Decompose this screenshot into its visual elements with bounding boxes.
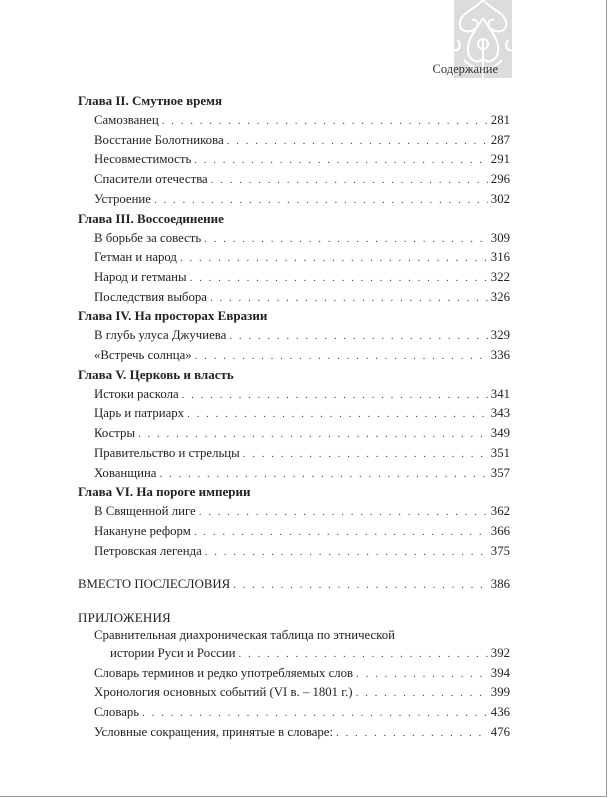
toc-entry[interactable]: Условные сокращения, принятые в словаре: . . . 476 — [78, 723, 510, 743]
chapter-block — [78, 366, 510, 484]
chapter-title: Глава V. Церковь и власть — [78, 366, 234, 382]
toc-entry[interactable]: Хованщина . . . 357 — [78, 464, 510, 484]
toc-entry[interactable]: Гетман и народ . . . 316 — [78, 248, 510, 268]
toc-entry[interactable]: Хронология основных событий (VI в. – 1801 г.) . . . 399 — [78, 683, 510, 703]
toc-entry[interactable]: Истоки раскола . . . 341 — [78, 385, 510, 405]
table-of-contents — [78, 92, 510, 743]
toc-entry[interactable]: В Священной лиге . . . 362 — [78, 502, 510, 522]
toc-entry[interactable]: Несовместимость . . . 291 — [78, 150, 510, 170]
chapter-block — [78, 307, 510, 365]
toc-entry[interactable]: В глубь улуса Джучиева . . . 329 — [78, 326, 510, 346]
toc-entry[interactable]: В борьбе за совесть . . . 309 — [78, 229, 510, 249]
toc-entry[interactable]: Накануне реформ . . . 366 — [78, 522, 510, 542]
toc-entry[interactable]: Самозванец . . . 281 — [78, 111, 510, 131]
toc-entry[interactable]: Царь и патриарх . . . 343 — [78, 404, 510, 424]
chapter-block — [78, 483, 510, 561]
toc-entry[interactable]: Словарь терминов и редко употребляемых слов . . . 394 — [78, 664, 510, 684]
toc-entry[interactable]: Восстание Болотникова . . . 287 — [78, 131, 510, 151]
toc-entry[interactable]: «Встречь солнца» . . . 336 — [78, 346, 510, 366]
chapter-block — [78, 210, 510, 308]
appendices-title: ПРИЛОЖЕНИЯ — [78, 610, 171, 626]
toc-entry[interactable]: Петровская легенда . . . 375 — [78, 542, 510, 562]
toc-entry-first-line[interactable]: Сравнительная диахроническая таблица по этнической — [94, 628, 396, 643]
chapter-block — [78, 92, 510, 210]
toc-entry[interactable]: Правительство и стрельцы . . . 351 — [78, 444, 510, 464]
chapter-title: Глава III. Воссоединение — [78, 210, 224, 226]
chapter-title: Глава VI. На пороге империи — [78, 484, 251, 500]
running-head: Содержание — [432, 62, 498, 76]
chapter-title: Глава IV. На просторах Евразии — [78, 308, 268, 324]
toc-entry[interactable]: Народ и гетманы . . . 322 — [78, 268, 510, 288]
toc-entry[interactable]: Словарь . . . 436 — [78, 703, 510, 723]
chapter-title: Глава II. Смутное время — [78, 93, 223, 108]
toc-entry[interactable]: Спасители отечества . . . 296 — [78, 170, 510, 190]
toc-entry[interactable]: истории Руси и России . . . 392 — [78, 644, 510, 664]
toc-entry[interactable]: Устроение . . . 302 — [78, 190, 510, 210]
toc-entry[interactable]: Последствия выбора . . . 326 — [78, 288, 510, 308]
afterword-entry[interactable]: ВМЕСТО ПОСЛЕСЛОВИЯ . . . 386 — [78, 575, 510, 595]
toc-entry[interactable]: Костры . . . 349 — [78, 424, 510, 444]
